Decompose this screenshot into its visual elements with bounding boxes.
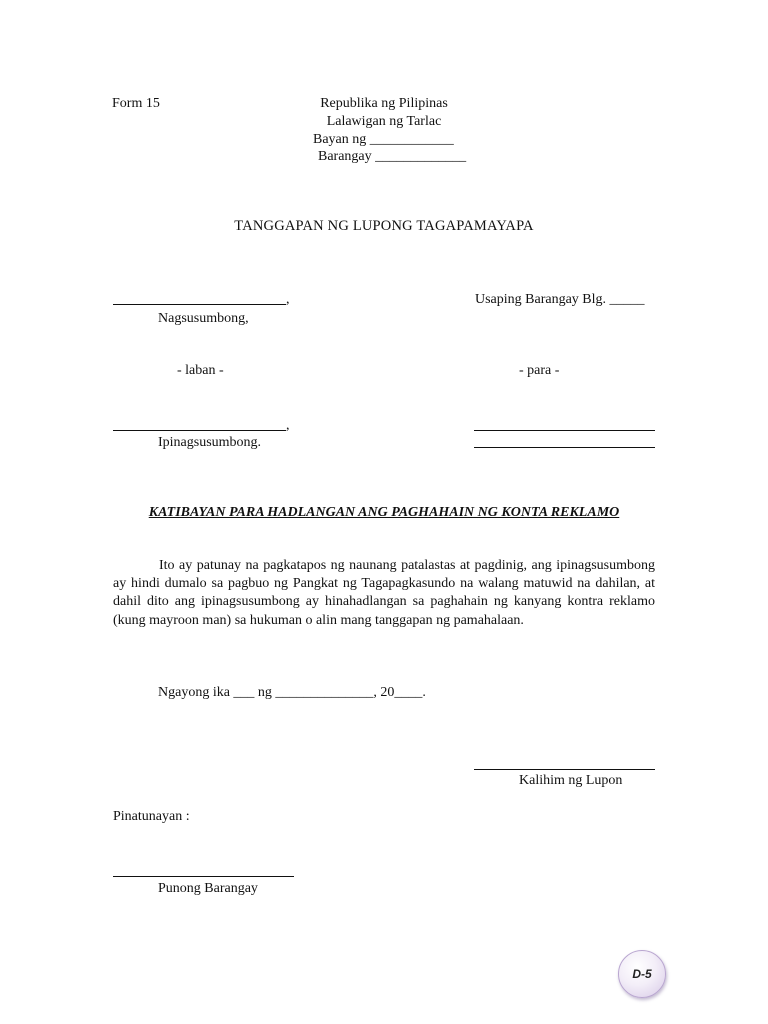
office-title: TANGGAPAN NG LUPONG TAGAPAMAYAPA (234, 218, 534, 234)
province-line: Lalawigan ng Tarlac (326, 114, 442, 129)
attested-label: Pinatunayan : (113, 809, 190, 824)
date-line: Ngayong ika ___ ng ______________, 20____. (158, 685, 426, 700)
form-number: Form 15 (112, 96, 160, 111)
respondent-comma: , (286, 418, 290, 433)
barangay-line: Barangay _____________ (318, 149, 467, 164)
complainant-comma: , (286, 292, 290, 307)
case-subject-line-2 (474, 447, 655, 448)
town-line: Bayan ng ____________ (313, 132, 454, 147)
republic-line: Republika ng Pilipinas (320, 96, 448, 111)
punong-label: Punong Barangay (158, 881, 258, 896)
complainant-name-line (113, 304, 286, 305)
versus-label: - laban - (177, 363, 224, 378)
respondent-label: Ipinagsusumbong. (158, 435, 262, 450)
punong-signature-line (113, 876, 294, 877)
certificate-title: KATIBAYAN PARA HADLANGAN ANG PAGHAHAIN NG KONTA REKLAMO (148, 505, 620, 520)
complainant-label: Nagsusumbong, (158, 311, 249, 326)
secretary-signature-line (474, 769, 655, 770)
page-badge (618, 950, 666, 998)
certificate-body: Ito ay patunay na pagkatapos ng naunang patalastas at pagdinig, ang ipinagsusumbong ay hindi dumalo sa pagbuo ng Pangkat ng Tagapagkasundo na walang matuwid na dahilan, at dahil dito ang ipinagsusumbong ay hinahadlangan sa paghahain ng kanyang kontra reklamo (kung mayroon man) sa hukuman o alin mang tanggapan ng pamahalaan. (113, 558, 655, 628)
for-label: - para - (519, 363, 560, 378)
case-number: Usaping Barangay Blg. _____ (475, 292, 645, 307)
page-badge-label: D-5 (632, 967, 652, 981)
secretary-label: Kalihim ng Lupon (519, 773, 623, 788)
respondent-name-line (113, 430, 286, 431)
case-subject-line-1 (474, 430, 655, 431)
